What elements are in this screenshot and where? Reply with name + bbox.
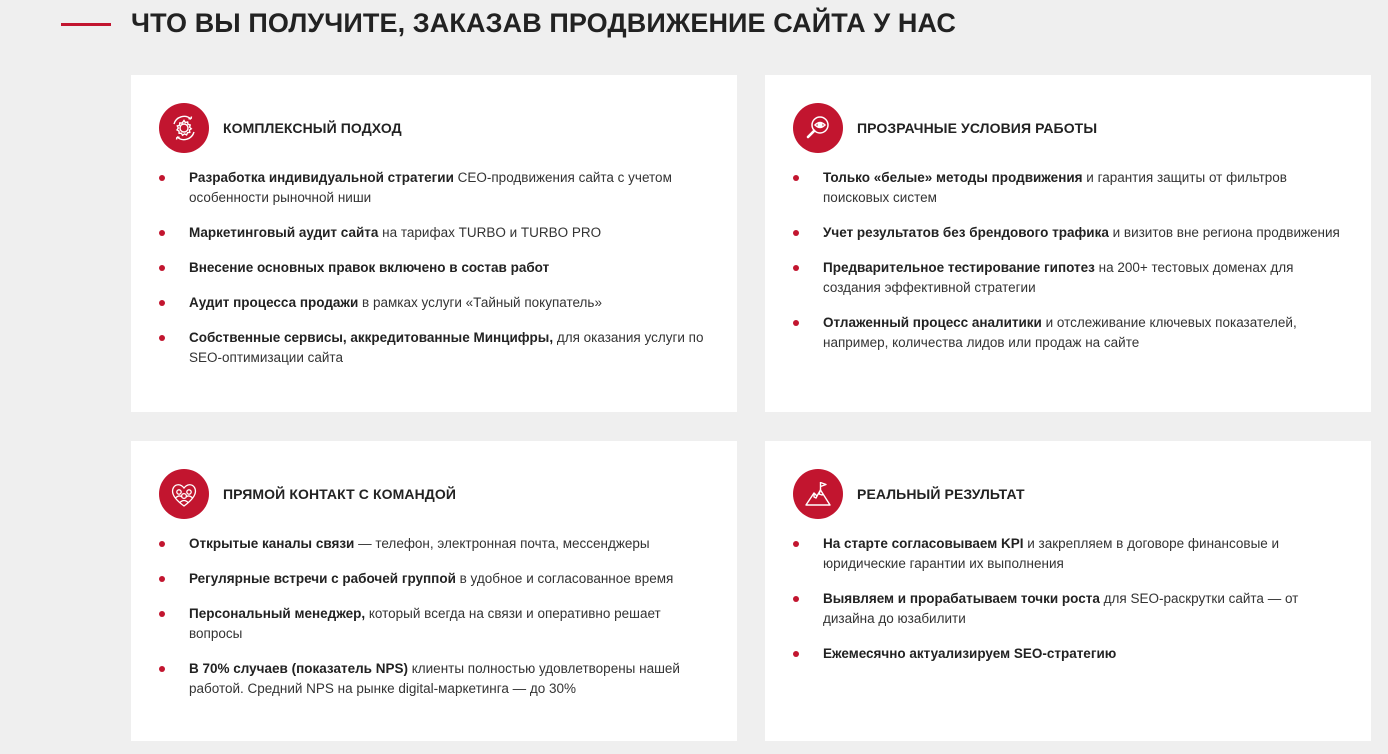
item-text: в рамках услуги «Тайный покупатель» bbox=[358, 295, 602, 310]
item-text: для оказания услуги по SEO-оптимизации сайта bbox=[189, 330, 704, 365]
list-item bbox=[793, 168, 1343, 208]
item-text: и визитов вне региона продвижения bbox=[1108, 225, 1340, 240]
list-item bbox=[159, 604, 709, 644]
item-text: и закрепляем в договоре финансовые и юридические гарантии их выполнения bbox=[823, 536, 1280, 571]
mountain-flag-icon bbox=[793, 469, 843, 519]
team-heart-icon bbox=[159, 469, 209, 519]
list-item bbox=[793, 589, 1343, 629]
card-complex-approach bbox=[131, 75, 737, 412]
benefits-list bbox=[793, 168, 1343, 353]
item-bold: Отлаженный процесс аналитики bbox=[823, 315, 1042, 330]
gear-cycle-icon bbox=[159, 103, 209, 153]
section-title: ЧТО ВЫ ПОЛУЧИТЕ, ЗАКАЗАВ ПРОДВИЖЕНИЕ САЙТА У НАС bbox=[131, 8, 957, 38]
benefits-list bbox=[793, 534, 1343, 664]
item-text: в удобное и согласованное время bbox=[455, 571, 674, 586]
card-transparent-conditions bbox=[765, 75, 1371, 412]
item-bold: Предварительное тестирование гипотез bbox=[823, 260, 1095, 275]
card-header bbox=[159, 103, 709, 153]
card-title: КОМПЛЕКСНЫЙ ПОДХОД bbox=[223, 120, 402, 136]
item-bold: На старте согласовываем KPI bbox=[823, 536, 1024, 551]
item-bold: Открытые каналы связи bbox=[189, 536, 355, 551]
list-item bbox=[793, 258, 1343, 298]
card-title: ПРОЗРАЧНЫЕ УСЛОВИЯ РАБОТЫ bbox=[857, 120, 1098, 136]
item-bold: Только «белые» методы продвижения bbox=[823, 170, 1083, 185]
benefits-list bbox=[159, 168, 709, 368]
magnifier-eye-icon bbox=[793, 103, 843, 153]
item-bold: Внесение основных правок включено в состав работ bbox=[189, 260, 550, 275]
item-bold: Аудит процесса продажи bbox=[189, 295, 359, 310]
list-item bbox=[159, 223, 709, 243]
item-bold: В 70% случаев (показатель NPS) bbox=[189, 661, 408, 676]
item-text: для SEO-раскрутки сайта — от дизайна до юзабилити bbox=[823, 591, 1299, 626]
list-item bbox=[159, 293, 709, 313]
list-item bbox=[793, 644, 1343, 664]
item-bold: Учет результатов без брендового трафика bbox=[823, 225, 1109, 240]
list-item bbox=[793, 223, 1343, 243]
item-text: на 200+ тестовых доменах для создания эффективной стратегии bbox=[823, 260, 1294, 295]
item-bold: Собственные сервисы, аккредитованные Минцифры, bbox=[189, 330, 554, 345]
card-real-result bbox=[765, 441, 1371, 741]
item-bold: Разработка индивидуальной стратегии bbox=[189, 170, 454, 185]
item-bold: Выявляем и прорабатываем точки роста bbox=[823, 591, 1100, 606]
list-item bbox=[793, 313, 1343, 353]
list-item bbox=[159, 328, 709, 368]
item-text: СЕО-продвижения сайта с учетом особенности рыночной ниши bbox=[189, 170, 672, 205]
card-header bbox=[159, 469, 709, 519]
item-text: — телефон, электронная почта, мессенджеры bbox=[354, 536, 650, 551]
list-item bbox=[159, 168, 709, 208]
card-title: ПРЯМОЙ КОНТАКТ С КОМАНДОЙ bbox=[223, 486, 457, 502]
list-item bbox=[793, 534, 1343, 574]
item-bold: Персональный менеджер, bbox=[189, 606, 366, 621]
card-header bbox=[793, 469, 1343, 519]
card-title: РЕАЛЬНЫЙ РЕЗУЛЬТАТ bbox=[857, 486, 1025, 502]
item-text: который всегда на связи и оперативно решает вопросы bbox=[189, 606, 661, 641]
item-bold: Маркетинговый аудит сайта bbox=[189, 225, 379, 240]
list-item bbox=[159, 258, 709, 278]
item-text: на тарифах TURBO и TURBO PRO bbox=[378, 225, 602, 240]
section-header bbox=[0, 0, 1388, 60]
item-text: и гарантия защиты от фильтров поисковых систем bbox=[823, 170, 1287, 205]
list-item bbox=[159, 534, 709, 554]
card-direct-contact bbox=[131, 441, 737, 741]
item-bold: Регулярные встречи с рабочей группой bbox=[189, 571, 456, 586]
header-accent-line bbox=[61, 23, 111, 26]
item-text: клиенты полностью удовлетворены нашей работой. Средний NPS на рынке digital-маркетинга — до 30% bbox=[189, 661, 680, 696]
item-bold: Ежемесячно актуализируем SEO-стратегию bbox=[823, 646, 1117, 661]
list-item bbox=[159, 569, 709, 589]
list-item bbox=[159, 659, 709, 699]
item-text: и отслеживание ключевых показателей, например, количества лидов или продаж на сайте bbox=[823, 315, 1297, 350]
card-header bbox=[793, 103, 1343, 153]
benefits-list bbox=[159, 534, 709, 699]
